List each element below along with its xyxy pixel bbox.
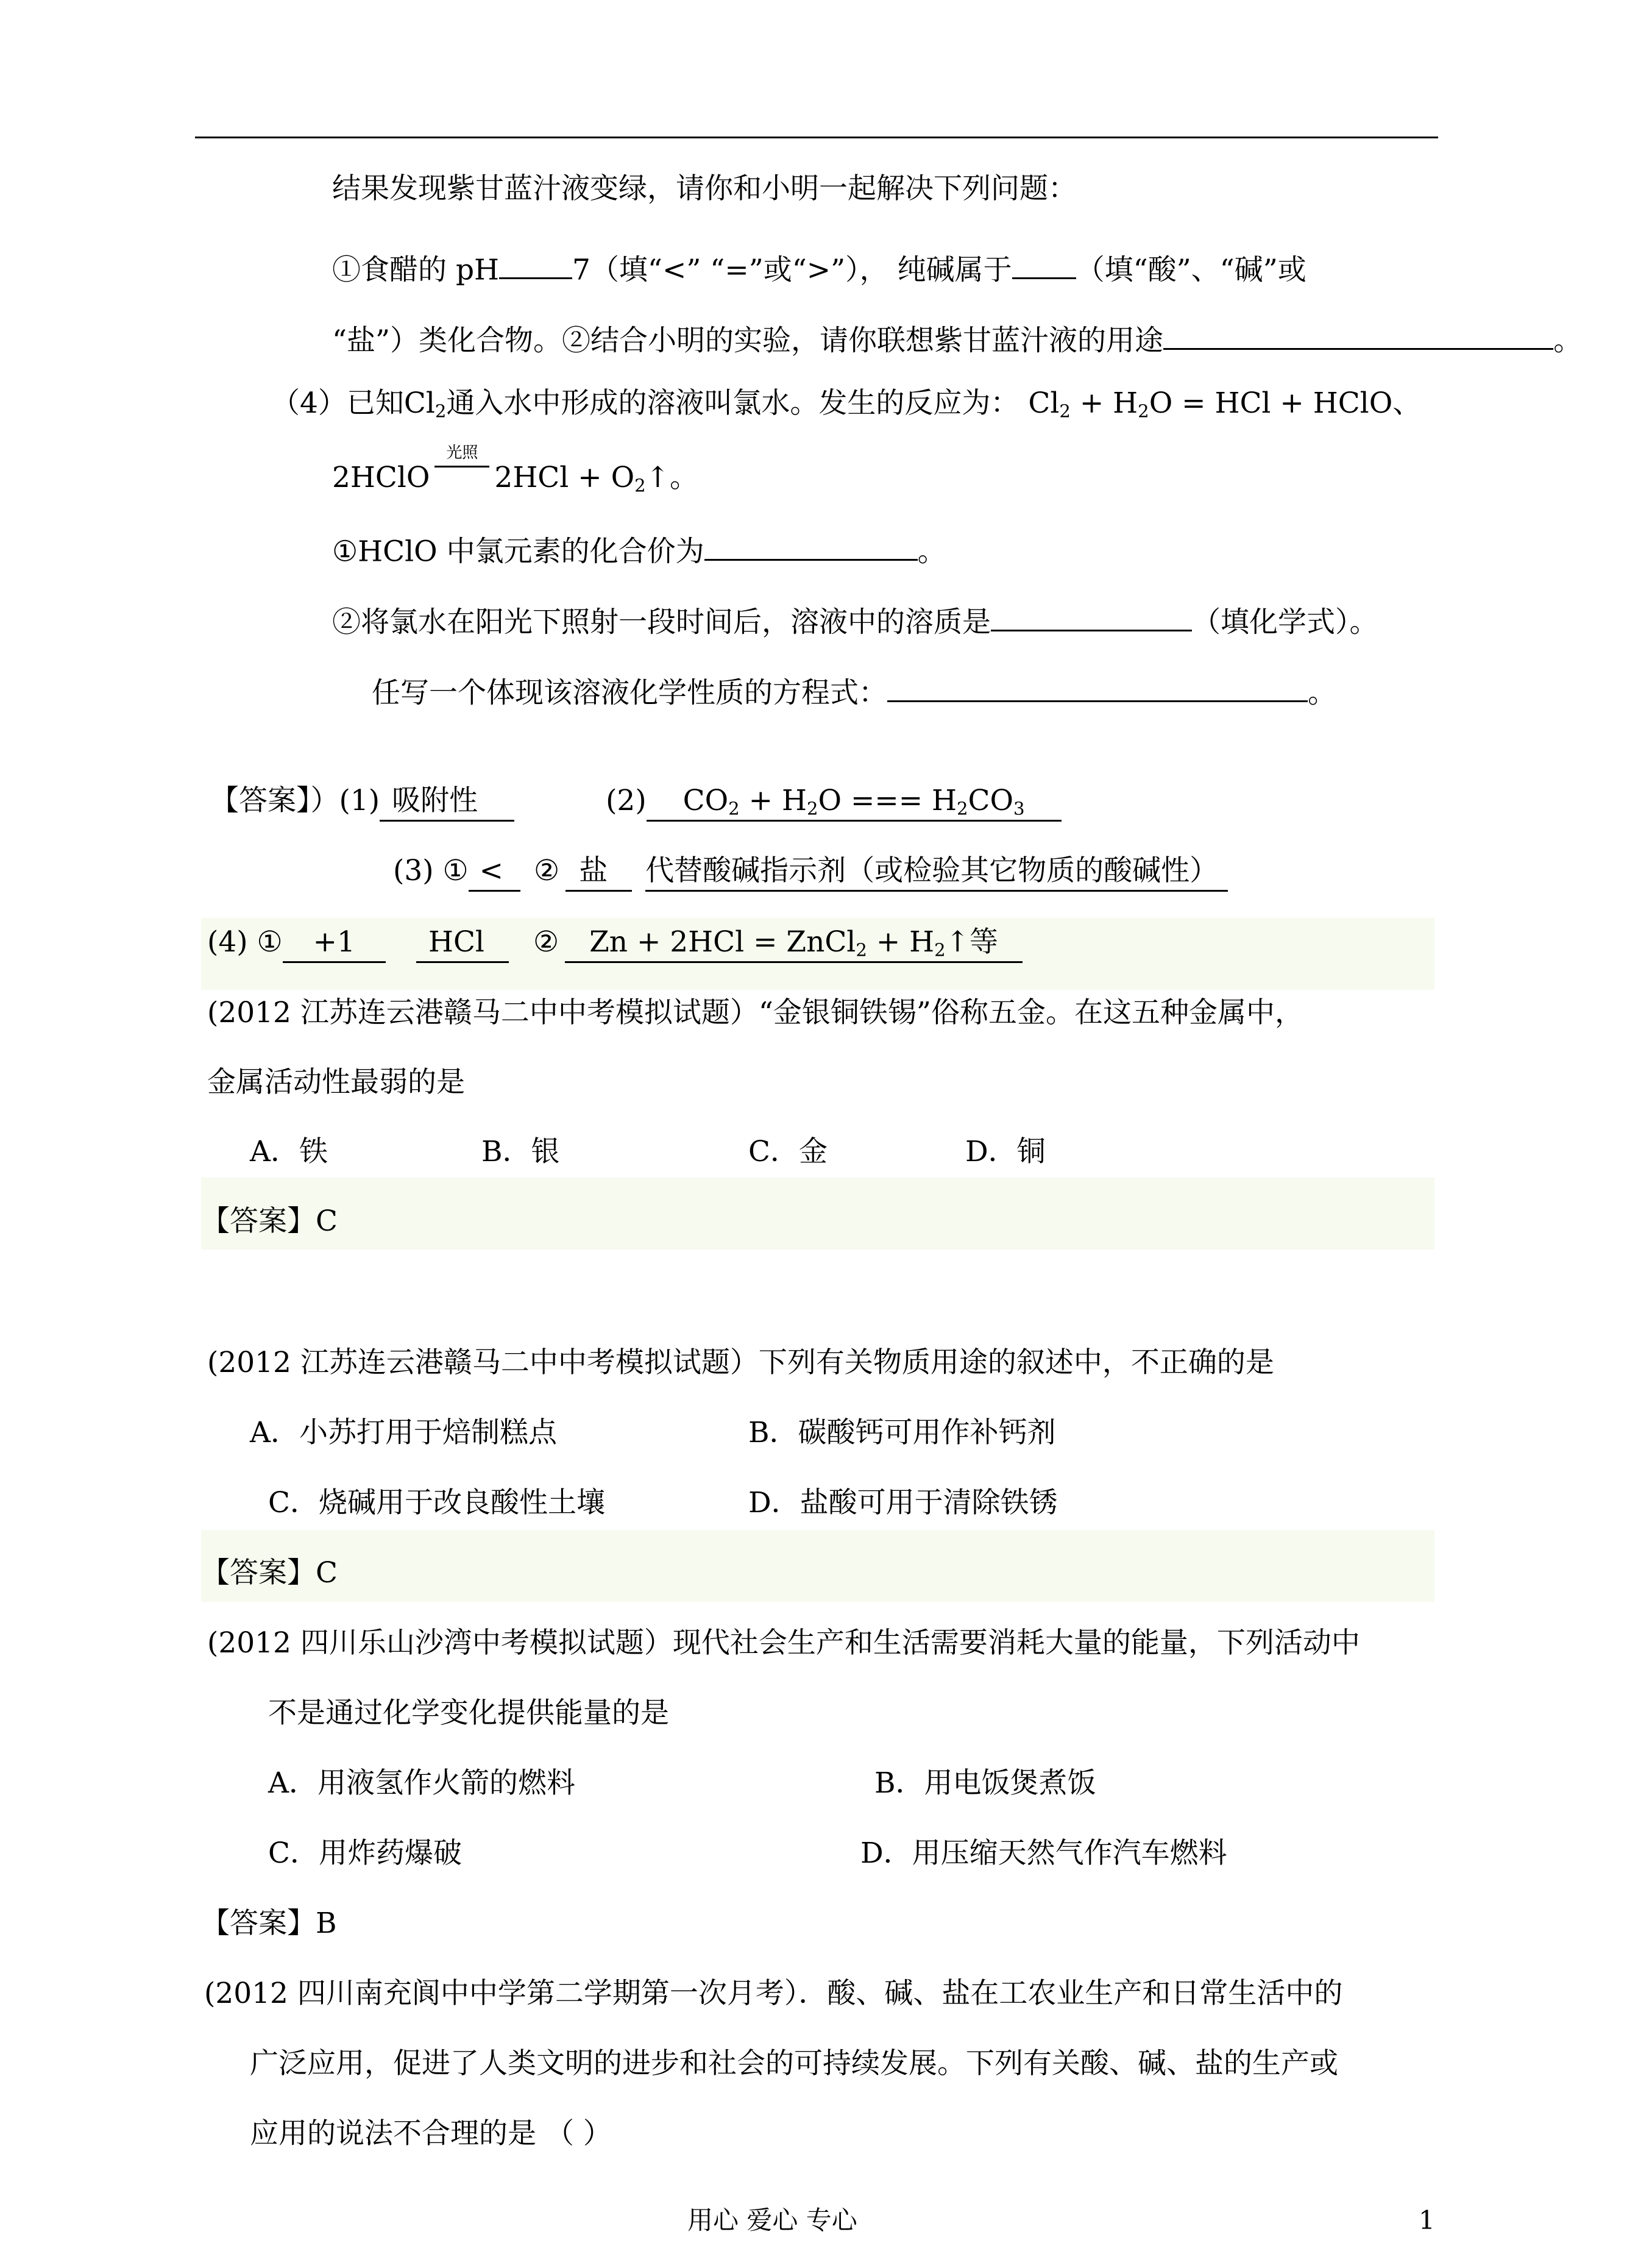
formula: + H [1070,386,1138,420]
formula: Cl [403,386,435,420]
subscript: 2 [634,475,646,496]
option-a: A．铁 [250,1135,328,1168]
answer-value: 盐 [566,854,632,892]
header-rule [195,137,1438,138]
answer-value: < [469,854,520,892]
option-a: A．用液氢作火箭的燃料 [268,1766,575,1800]
answer-label: 【答案】B [201,1907,337,1940]
question-stem: (2012 四川南充阆中中学第二学期第一次月考）．酸、碱、盐在工农业生产和日常生活中的 [204,1977,1343,2010]
answer-blank [499,247,572,279]
answer-label: 【答案】） [210,784,339,817]
question-text-line [332,529,946,569]
answer-value: $CO_2 + H_2O$ === $H_2CO_3$ [647,784,1062,822]
option-c: C．金 [748,1135,828,1168]
condition-bar [434,466,489,467]
question-stem: 金属活动性最弱的是 [207,1065,465,1099]
answer-line [393,856,1228,885]
option-d: D．用压缩天然气作汽车燃料 [860,1836,1227,1870]
option-c: C．烧碱用于改良酸性土壤 [268,1486,605,1520]
question-text: “盐”）类化合物。②结合小明的实验，请你联想紫甘蓝汁液的用途 [332,324,1164,358]
option-b: B．用电饭煲煮饭 [874,1766,1096,1800]
formula: 2HCl + O [494,461,635,494]
question-text: （填“酸”、“碱”或 [1076,253,1306,287]
option-a: A．小苏打用于焙制糕点 [250,1416,557,1449]
question-stem: 不是通过化学变化提供能量的是 [268,1696,669,1730]
answer-blank [991,600,1192,631]
option-c: C．用炸药爆破 [268,1836,462,1870]
question-text-line [332,600,1378,639]
page-number: 1 [1419,2205,1435,2235]
answer-value: 代替酸碱指示剂（或检验其它物质的酸碱性） [645,854,1228,892]
question-text: （填化学式）。 [1192,605,1378,639]
answer-part-label: (3) ① [393,854,469,887]
answer-line [207,925,1023,961]
question-text: 任写一个体现该溶液化学性质的方程式： [372,676,887,710]
answer-part-label: (1) [339,784,380,817]
option-d: D．铜 [965,1135,1046,1168]
page-footer: 用心 爱心 专心 [687,2205,857,2235]
answer-blank [1012,247,1076,279]
answer-part-label: (2) [606,784,647,817]
answer-blank [887,670,1308,702]
question-text: 通入水中形成的溶液叫氯水。发生的反应为： Cl [446,386,1060,420]
formula: 2HClO [332,461,430,494]
option-b: B．银 [481,1135,560,1168]
question-text: 7（填“<” “=”或“>”）， 纯碱属于 [572,253,1012,287]
question-stem: 广泛应用，促进了人类文明的进步和社会的可持续发展。下列有关酸、碱、盐的生产或 [250,2047,1338,2080]
question-text: ①HClO 中氯元素的化合价为 [332,535,704,569]
question-text: 。 [1553,324,1583,358]
subscript: 2 [434,400,447,422]
question-text: ①食醋的 pH [332,253,500,287]
question-text: （4）已知 [271,386,404,420]
question-text-line [332,247,1306,287]
answer-part-label: ② [533,925,559,959]
subscript: 2 [1059,400,1071,422]
answer-line [210,784,1062,819]
answer-label: 【答案】C [201,1204,338,1238]
question-text: 。 [917,535,946,569]
formula: O = HCl + HClO、 [1149,386,1422,420]
answer-value: Zn + 2HCl = ZnCl$_2$ + $H_2↑$等 [565,925,1023,963]
subscript: 2 [1138,400,1149,422]
highlight-band [201,1178,1434,1250]
option-b: B．碳酸钙可用作补钙剂 [748,1416,1056,1449]
question-text-line [271,386,1422,422]
question-text-line: 结果发现紫甘蓝汁液变绿，请你和小明一起解决下列问题： [332,172,1077,205]
formula: ↑。 [645,461,699,494]
question-text-line [332,318,1583,358]
question-stem: (2012 江苏连云港赣马二中中考模拟试题）“金银铜铁锡”俗称五金。在这五种金属中， [207,996,1303,1029]
question-stem: (2012 江苏连云港赣马二中中考模拟试题）下列有关物质用途的叙述中，不正确的是 [207,1346,1274,1379]
option-d: D．盐酸可用于清除铁锈 [748,1486,1058,1520]
answer-blank [1163,318,1553,350]
answer-part-label: ② [534,854,560,887]
answer-label: 【答案】C [201,1556,338,1590]
answer-value: HCl [416,925,509,963]
question-text-line [372,670,1336,710]
question-text: 。 [1308,676,1336,710]
question-stem: 应用的说法不合理的是 （ ） [250,2117,612,2150]
question-stem: (2012 四川乐山沙湾中考模拟试题）现代社会生产和生活需要消耗大量的能量，下列活动中 [207,1626,1360,1660]
answer-value: +1 [283,925,386,963]
answer-value: 吸附性 [380,784,514,822]
condition-label: 光照 [446,444,478,462]
highlight-band [201,1530,1434,1602]
answer-part-label: (4) ① [207,925,283,959]
question-text: ②将氯水在阳光下照射一段时间后，溶液中的溶质是 [332,605,991,639]
answer-blank [704,529,918,561]
reaction-condition [434,444,489,487]
equation-line [332,444,699,496]
